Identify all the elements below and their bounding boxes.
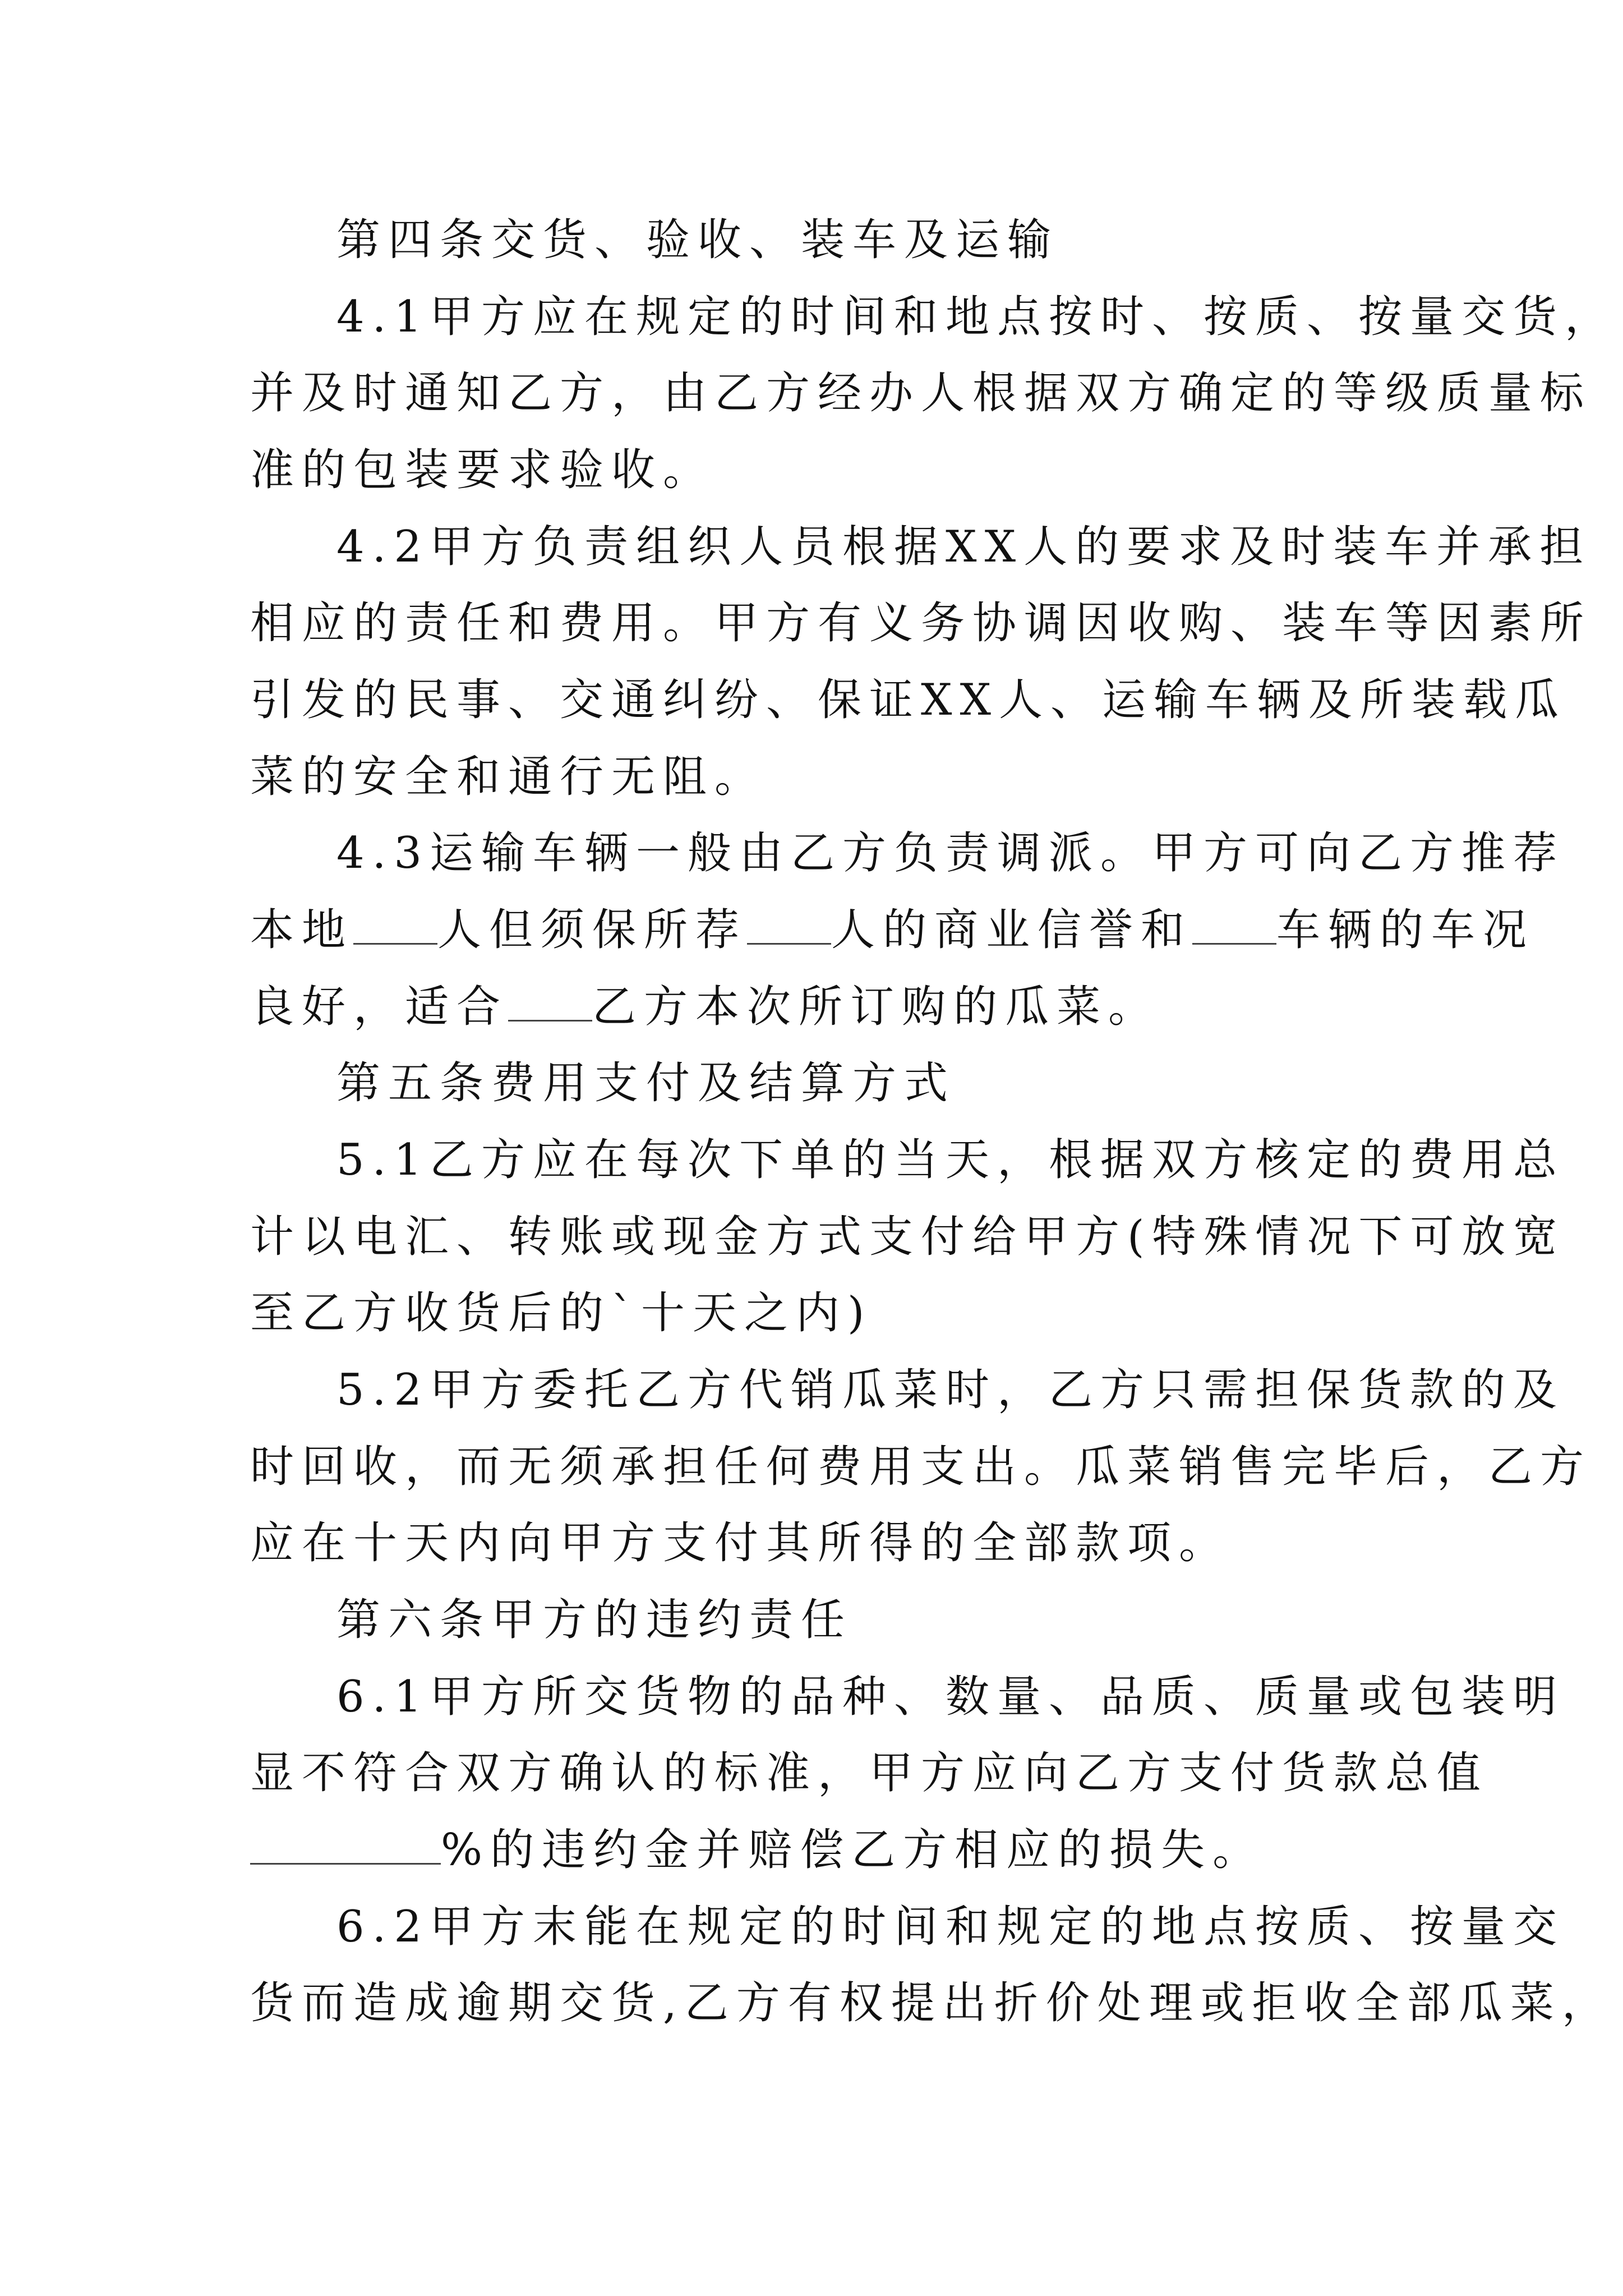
- text-segment: 乙方本次所订购的瓜菜。: [592, 982, 1160, 1032]
- paragraph-line-with-blanks: [250, 969, 1394, 1045]
- fill-in-blank: [353, 898, 437, 945]
- paragraph-line: 4.2甲方负责组织人员根据XX人的要求及时装车并承担: [336, 522, 1592, 572]
- paragraph-line: 准的包装要求验收。: [250, 445, 715, 495]
- paragraph-line: 6.1甲方所交货物的品种、数量、品质、质量或包装明: [336, 1672, 1565, 1722]
- article-4-heading: 第四条交货、验收、装车及运输: [336, 215, 1059, 265]
- paragraph-line: 6.2甲方末能在规定的时间和规定的地点按质、按量交: [336, 1902, 1565, 1952]
- paragraph-line: 显不符合双方确认的标准，甲方应向乙方支付货款总值: [250, 1748, 1489, 1798]
- paragraph-line: 货而造成逾期交货,乙方有权提出折价处理或拒收全部瓜菜，: [250, 1978, 1613, 2028]
- fill-in-blank: [1192, 898, 1276, 945]
- paragraph-line: 并及时通知乙方，由乙方经办人根据双方确定的等级质量标: [250, 368, 1592, 418]
- paragraph-line-with-blanks: [250, 892, 1535, 968]
- text-segment: 人但须保所荐: [437, 905, 748, 955]
- text-segment: 良好，适合: [250, 982, 509, 1032]
- paragraph-line: 计以电汇、转账或现金方式支付给甲方(特殊情况下可放宽: [250, 1212, 1565, 1262]
- paragraph-line-with-blanks: [250, 1812, 1394, 1888]
- paragraph-line: 引发的民事、交通纠纷、保证XX人、运输车辆及所装载瓜: [250, 675, 1567, 725]
- paragraph-line: 至乙方收货后的`十天之内): [250, 1288, 873, 1338]
- paragraph-line: 4.3运输车辆一般由乙方负责调派。甲方可向乙方推荐: [336, 828, 1565, 878]
- fill-in-blank: [508, 975, 592, 1022]
- text-segment: 人的商业信誉和: [831, 905, 1193, 955]
- paragraph-line: 相应的责任和费用。甲方有义务协调因收购、装车等因素所: [250, 598, 1592, 648]
- paragraph-line: 应在十天内向甲方支付其所得的全部款项。: [250, 1518, 1231, 1568]
- text-segment: %的违约金并赔偿乙方相应的损失。: [441, 1825, 1265, 1875]
- paragraph-line: 4.1甲方应在规定的时间和地点按时、按质、按量交货，: [336, 292, 1617, 342]
- fill-in-blank: [250, 1818, 441, 1865]
- paragraph-line: 菜的安全和通行无阻。: [250, 752, 767, 802]
- text-segment: 车辆的车况: [1276, 905, 1535, 955]
- paragraph-line: 5.1乙方应在每次下单的当天，根据双方核定的费用总: [336, 1135, 1565, 1185]
- paragraph-line: 5.2甲方委托乙方代销瓜菜时，乙方只需担保货款的及: [336, 1365, 1565, 1415]
- article-6-heading: 第六条甲方的违约责任: [336, 1595, 853, 1645]
- fill-in-blank: [747, 898, 831, 945]
- paragraph-line: 时回收，而无须承担任何费用支出。瓜菜销售完毕后，乙方: [250, 1442, 1592, 1492]
- text-segment: 本地: [250, 905, 354, 955]
- article-5-heading: 第五条费用支付及结算方式: [336, 1058, 956, 1108]
